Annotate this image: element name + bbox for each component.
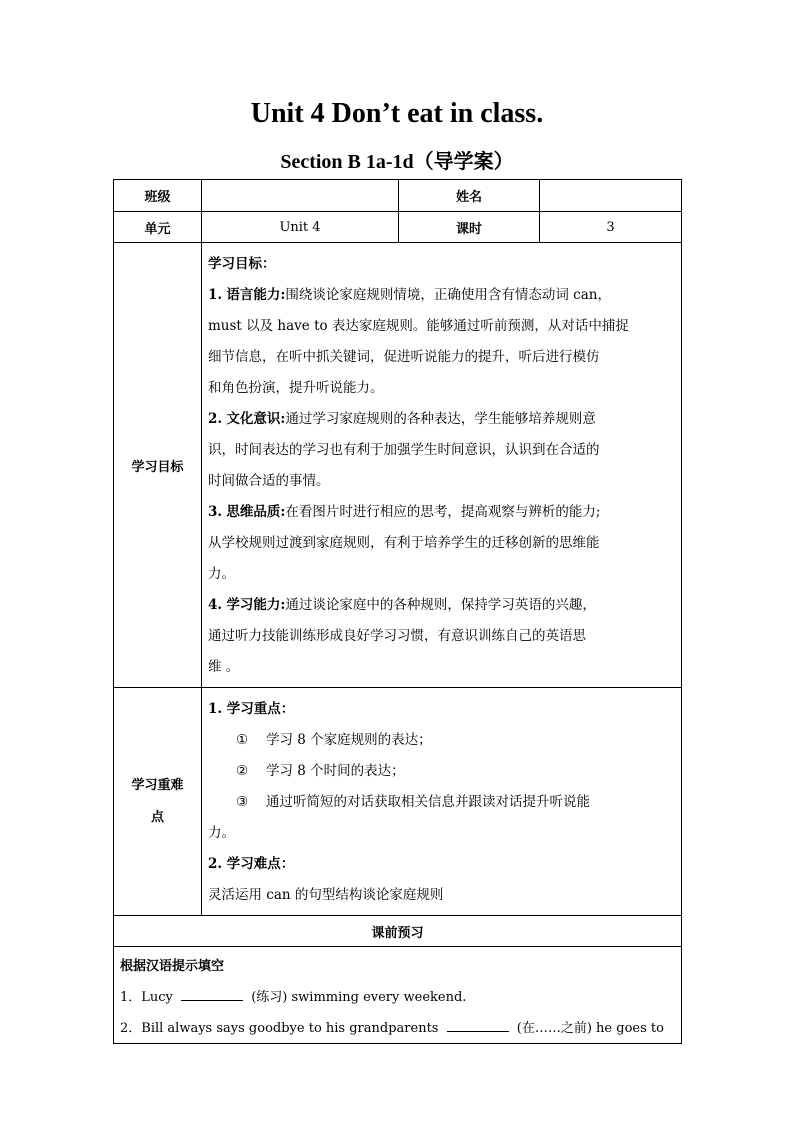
unit-value: Unit 4 xyxy=(202,212,399,243)
class-field[interactable] xyxy=(202,180,399,212)
objective-item: 3. 思维品质:在看图片时进行相应的思考，提高观察与辨析的能力; xyxy=(208,504,601,520)
objective-item: 1. 语言能力:围绕谈论家庭规则情境，正确使用含有情态动词 can， xyxy=(208,287,611,303)
objective-line: 力。 xyxy=(208,566,235,582)
question-2: 2．Bill always says goodbye to his grandparents (在……之前) he goes to xyxy=(120,1013,675,1043)
objective-line: 细节信息，在听中抓关键词，促进听说能力的提升，听后进行模仿 xyxy=(208,349,600,365)
preview-header: 课前预习 xyxy=(114,916,682,947)
objective-item: 2. 文化意识:通过学习家庭规则的各种表达，学生能够培养规则意 xyxy=(208,411,596,427)
period-value: 3 xyxy=(540,212,682,243)
objective-line: 和角色扮演，提升听说能力。 xyxy=(208,380,384,396)
objective-line: 时间做合适的事情。 xyxy=(208,473,330,489)
focus-item: ③ 通过听简短的对话获取相关信息并跟读对话提升听说能 xyxy=(236,794,590,810)
focus-item: ② 学习 8 个时间的表达； xyxy=(236,763,405,779)
document-subtitle: Section B 1a-1d（导学案） xyxy=(280,151,514,173)
keypoints-label: 学习重难 点 xyxy=(114,688,202,916)
objective-line: 维 。 xyxy=(208,659,240,675)
period-label: 课时 xyxy=(399,212,540,243)
keypoints-row xyxy=(114,688,682,916)
objectives-heading: 学习目标： xyxy=(208,256,276,272)
focus-heading: 1. 学习重点： xyxy=(208,701,295,717)
focus-item-continuation: 力。 xyxy=(208,825,235,841)
class-name-row xyxy=(114,180,682,212)
objective-line: 从学校规则过渡到家庭规则，有利于培养学生的迁移创新的思维能 xyxy=(208,535,600,551)
preview-header-row xyxy=(114,916,682,947)
unit-period-row xyxy=(114,212,682,243)
class-label: 班级 xyxy=(114,180,202,212)
answer-blank[interactable] xyxy=(181,986,243,1001)
keypoints-cell xyxy=(202,688,682,916)
document-title: Unit 4 Don’t eat in class. xyxy=(250,98,544,129)
preview-cell xyxy=(114,947,682,1044)
preview-instruction: 根据汉语提示填空 xyxy=(120,959,225,974)
answer-blank[interactable] xyxy=(447,1017,509,1032)
objectives-row xyxy=(114,243,682,688)
objective-line: 识，时间表达的学习也有利于加强学生时间意识，认识到在合适的 xyxy=(208,442,600,458)
name-field[interactable] xyxy=(540,180,682,212)
objective-line: 通过听力技能训练形成良好学习习惯，有意识训练自己的英语思 xyxy=(208,628,586,644)
unit-label: 单元 xyxy=(114,212,202,243)
focus-item: ① 学习 8 个家庭规则的表达； xyxy=(236,732,432,748)
study-guide-table xyxy=(113,179,682,1044)
difficulty-heading: 2. 学习难点： xyxy=(208,856,295,872)
objective-line: must 以及 have to 表达家庭规则。能够通过听前预测，从对话中捕捉 xyxy=(208,318,629,334)
difficulty-text: 灵活运用 can 的句型结构谈论家庭规则 xyxy=(208,887,444,903)
question-1: 1．Lucy (练习) swimming every weekend. xyxy=(120,982,675,1013)
objectives-cell xyxy=(202,243,682,688)
objectives-label: 学习目标 xyxy=(114,243,202,688)
preview-row xyxy=(114,947,682,1044)
name-label: 姓名 xyxy=(399,180,540,212)
objective-item: 4. 学习能力:通过谈论家庭中的各种规则，保持学习英语的兴趣， xyxy=(208,597,596,613)
